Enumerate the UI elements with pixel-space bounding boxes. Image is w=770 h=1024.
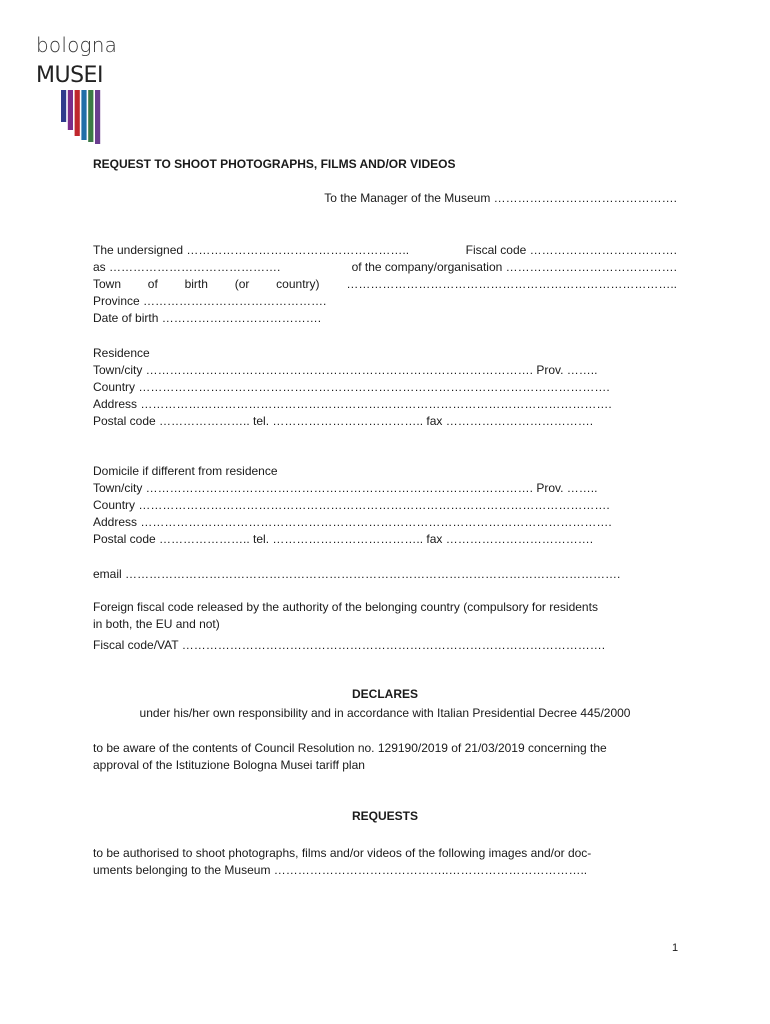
town-of-birth-word-3: birth bbox=[184, 277, 208, 291]
town-of-birth-word-5: country) bbox=[276, 277, 320, 291]
town-of-birth-word-1: Town bbox=[93, 277, 122, 291]
company-organisation-field[interactable]: of the company/organisation ……………………………………. bbox=[351, 260, 677, 274]
requests-text-2[interactable]: uments belonging to the Museum ……………………………………..…………………………….. bbox=[93, 863, 588, 877]
as-field[interactable]: as ……………………………………. bbox=[93, 260, 281, 274]
domicile-town-field[interactable]: Town/city ……………………………………………………………………………………. Prov. …….. bbox=[93, 481, 598, 495]
domicile-postal-field[interactable]: Postal code ………………….. tel. ……………………………….. fax ………………………………. bbox=[93, 532, 594, 546]
logo-bar bbox=[88, 90, 93, 142]
requests-heading: REQUESTS bbox=[351, 809, 418, 823]
town-of-birth-field[interactable]: ……………………………………………………………………….. bbox=[346, 277, 677, 291]
town-of-birth-word-2: of bbox=[147, 277, 158, 291]
declares-subtitle: under his/her own responsibility and in accordance with Italian Presidential Decree 445/2000 bbox=[139, 706, 631, 720]
logo-bar bbox=[95, 90, 100, 144]
domicile-country-field[interactable]: Country ………………………………………………………………………………………………………. bbox=[93, 498, 610, 512]
email-field[interactable]: email ……………………………………………………………………………………………………………. bbox=[93, 567, 621, 581]
town-of-birth-word-4: (or bbox=[234, 277, 250, 291]
as-company-line bbox=[93, 259, 677, 276]
declares-text-2: approval of the Istituzione Bologna Musei tariff plan bbox=[93, 758, 365, 772]
domicile-heading: Domicile if different from residence bbox=[93, 464, 278, 478]
fiscal-code-field[interactable]: Fiscal code ………………………………. bbox=[465, 243, 677, 257]
logo-wordmark-top: bologna bbox=[36, 33, 118, 57]
town-of-birth-line bbox=[93, 276, 677, 293]
undersigned-field[interactable]: The undersigned ……………………………………………….. bbox=[93, 243, 410, 257]
foreign-fiscal-text-1: Foreign fiscal code released by the authority of the belonging country (compulsory for residents bbox=[93, 600, 598, 614]
logo-bar bbox=[61, 90, 66, 122]
residence-postal-field[interactable]: Postal code ………………….. tel. ……………………………….. fax ………………………………. bbox=[93, 414, 594, 428]
domicile-address-field[interactable]: Address ………………………………………………………………………………………………………. bbox=[93, 515, 612, 529]
logo-bar bbox=[75, 90, 80, 136]
residence-heading: Residence bbox=[93, 346, 150, 360]
residence-address-field[interactable]: Address ………………………………………………………………………………………………………. bbox=[93, 397, 612, 411]
residence-town-field[interactable]: Town/city ……………………………………………………………………………………. Prov. …….. bbox=[93, 363, 598, 377]
undersigned-line bbox=[93, 242, 677, 259]
declares-text-1: to be aware of the contents of Council Resolution no. 129190/2019 of 21/03/2019 concerning the bbox=[93, 741, 607, 755]
residence-country-field[interactable]: Country ………………………………………………………………………………………………………. bbox=[93, 380, 610, 394]
province-field[interactable]: Province ………………………………………. bbox=[93, 294, 327, 308]
document-title: REQUEST TO SHOOT PHOTOGRAPHS, FILMS AND/OR VIDEOS bbox=[93, 157, 456, 171]
declares-heading: DECLARES bbox=[351, 687, 418, 701]
logo-bar bbox=[81, 90, 86, 140]
bologna-musei-logo bbox=[36, 34, 116, 130]
logo-bar bbox=[68, 90, 73, 130]
logo-wordmark-main: MUSEI bbox=[36, 63, 103, 88]
date-of-birth-field[interactable]: Date of birth …………………………………. bbox=[93, 311, 322, 325]
foreign-fiscal-text-2: in both, the EU and not) bbox=[93, 617, 220, 631]
fiscal-code-vat-field[interactable]: Fiscal code/VAT ……………………………………………………………………………………………. bbox=[93, 638, 606, 652]
logo-color-bars bbox=[59, 90, 103, 160]
addressee-line: To the Manager of the Museum ………………………………………. bbox=[324, 191, 677, 205]
page-number: 1 bbox=[672, 942, 679, 954]
requests-text-1: to be authorised to shoot photographs, films and/or videos of the following images and/or doc- bbox=[93, 846, 592, 860]
